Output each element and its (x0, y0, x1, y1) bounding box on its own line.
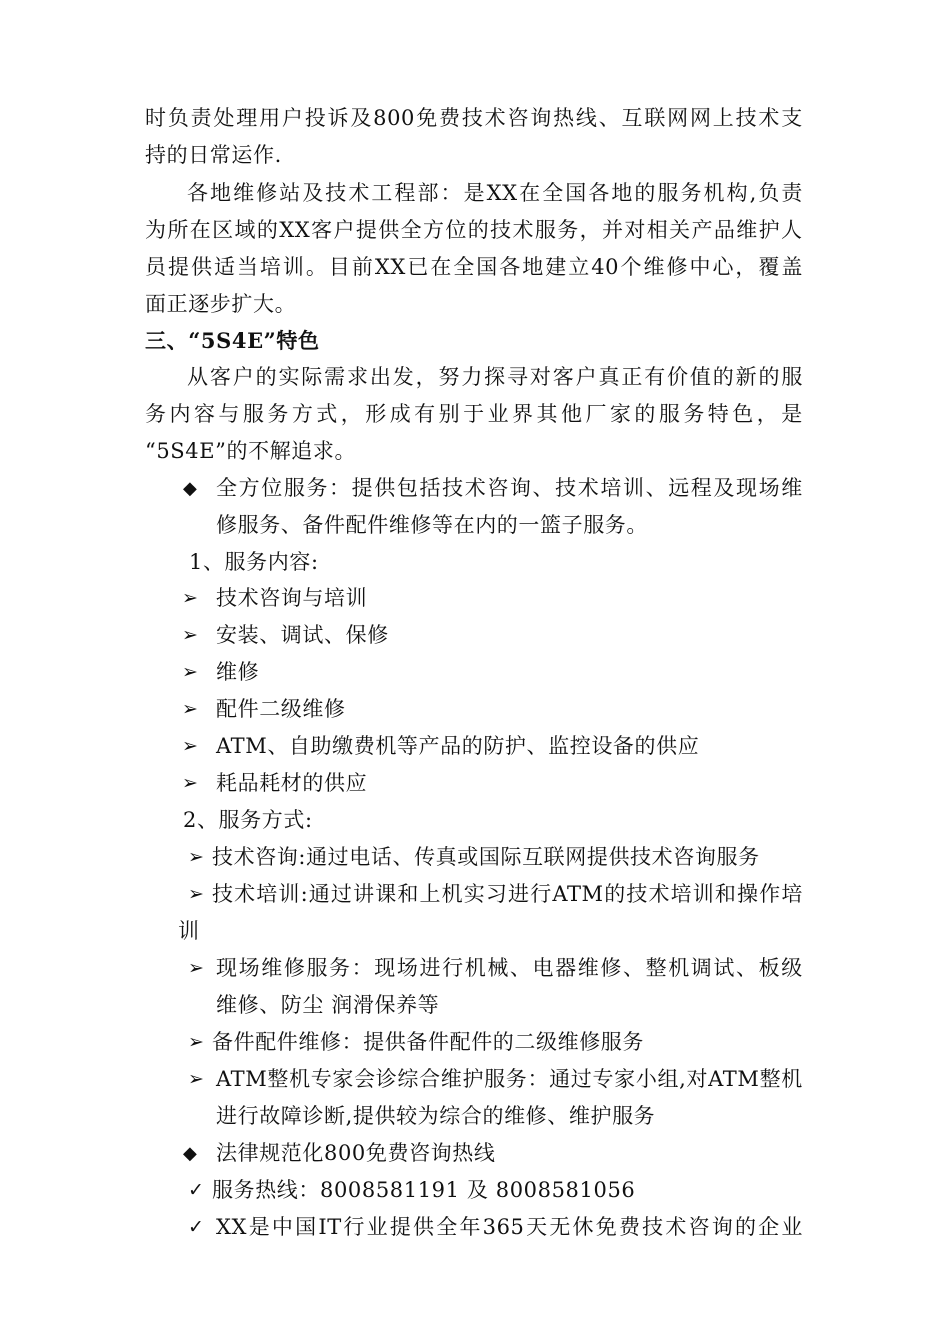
check-icon: ✓ (188, 1216, 204, 1238)
arrow-bullet-icon: ➢ (188, 1031, 204, 1053)
section3-line-3: “5S4E”的不解追求。 (145, 439, 357, 463)
service-content-item: 配件二级维修 (216, 697, 346, 721)
full-service-line-2: 修服务、备件配件维修等在内的一篮子服务。 (216, 513, 648, 537)
service-method-line: 进行故障诊断,提供较为综合的维修、维护服务 (216, 1104, 656, 1128)
section-heading: 三、“5S4E”特色 (145, 328, 320, 353)
service-method-line: 技 术 培 训 : 通 过 讲 课 和 上 机 实 习 进 行 ATM 的 技 术 培 训 和 操 作 培 (212, 882, 803, 906)
repair-line-1: 各 地 维 修 站 及 技 术 工 程 部 ： 是 XX 在 全 国 各 地 的 服 务 机 构 , 负 责 (187, 181, 803, 205)
hotline-item: XX 是 中 国 IT 行 业 提 供 全 年 365 天 无 休 免 费 技 术 咨 询 的 企 业 (216, 1215, 803, 1239)
service-method-line: 维修、防尘 润滑保养等 (216, 993, 440, 1017)
repair-line-2: 为 所 在 区 域 的 XX 客 户 提 供 全 方 位 的 技 术 服 务 ， 并 对 相 关 产 品 维 护 人 (145, 218, 803, 242)
arrow-bullet-icon: ➢ (188, 883, 204, 905)
repair-line-3: 员 提 供 适 当 培 训 。 目 前 XX 已 在 全 国 各 地 建 立 40 个 维 修 中 心 ， 覆 盖 (145, 255, 803, 279)
section3-line-1: 从 客 户 的 实 际 需 求 出 发 ， 努 力 探 寻 对 客 户 真 正 有 价 值 的 新 的 服 (187, 365, 803, 389)
arrow-bullet-icon: ➢ (188, 957, 204, 979)
section3-line-2: 务 内 容 与 服 务 方 式 ， 形 成 有 别 于 业 界 其 他 厂 家 的 服 务 特 色 ， 是 (145, 402, 803, 426)
service-content-title: 1、服务内容: (189, 550, 319, 574)
service-method-line: ATM 整 机 专 家 会 诊 综 合 维 护 服 务 ： 通 过 专 家 小 组 , 对 ATM 整 机 (216, 1067, 803, 1091)
service-method-line: 训 (178, 919, 200, 943)
full-service-line-1: 全 方 位 服 务 ： 提 供 包 括 技 术 咨 询 、 技 术 培 训 、 远 程 及 现 场 维 (216, 476, 803, 500)
service-content-item: 技术咨询与培训 (216, 586, 368, 610)
intro-line-2: 持的日常运作. (145, 143, 282, 167)
service-content-item: 维修 (216, 660, 260, 684)
intro-line-1: 时 负 责 处 理 用 户 投 诉 及 800 免 费 技 术 咨 询 热 线 、 互 联 网 网 上 技 术 支 (145, 106, 803, 130)
hotline-title: 法律规范化800免费咨询热线 (216, 1141, 496, 1165)
arrow-bullet-icon: ➢ (182, 698, 198, 720)
diamond-bullet-icon: ◆ (183, 1143, 197, 1164)
repair-line-4: 面正逐步扩大。 (145, 292, 297, 316)
arrow-bullet-icon: ➢ (182, 587, 198, 609)
service-method-line: 技术咨询:通过电话、传真或国际互联网提供技术咨询服务 (212, 845, 760, 869)
service-methods-title: 2、服务方式: (183, 808, 313, 832)
arrow-bullet-icon: ➢ (182, 772, 198, 794)
service-content-item: 耗品耗材的供应 (216, 771, 368, 795)
arrow-bullet-icon: ➢ (188, 846, 204, 868)
hotline-item: 服务热线：8008581191 及 8008581056 (212, 1178, 636, 1202)
service-method-line: 备件配件维修：提供备件配件的二级维修服务 (212, 1030, 644, 1054)
arrow-bullet-icon: ➢ (182, 624, 198, 646)
arrow-bullet-icon: ➢ (188, 1068, 204, 1090)
arrow-bullet-icon: ➢ (182, 735, 198, 757)
check-icon: ✓ (188, 1179, 204, 1201)
arrow-bullet-icon: ➢ (182, 661, 198, 683)
service-method-line: 现 场 维 修 服 务 ： 现 场 进 行 机 械 、 电 器 维 修 、 整 机 调 试 、 板 级 (216, 956, 803, 980)
service-content-item: ATM、自助缴费机等产品的防护、监控设备的供应 (216, 734, 700, 758)
diamond-bullet-icon: ◆ (183, 478, 197, 499)
service-content-item: 安装、调试、保修 (216, 623, 389, 647)
